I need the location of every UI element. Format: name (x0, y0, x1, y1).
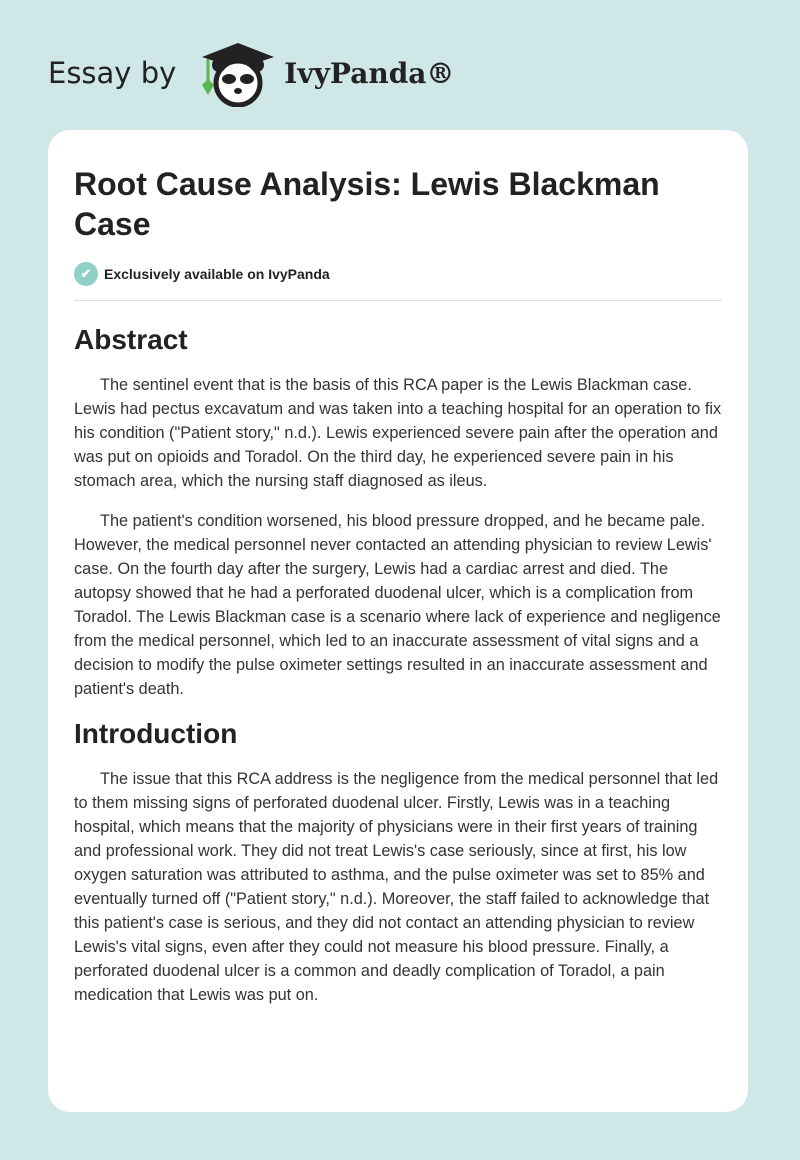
brand-name[interactable]: IvyPanda® (284, 56, 455, 90)
section-heading: Abstract (74, 324, 188, 355)
section-heading: Introduction (74, 718, 238, 749)
check-icon: ✔ (74, 262, 98, 286)
panda-logo-icon[interactable] (194, 39, 274, 107)
essay-by-label: Essay by (48, 56, 177, 90)
essay-card (48, 130, 748, 1112)
page-title: Root Cause Analysis: Lewis Blackman Case (74, 166, 660, 242)
paragraph: The issue that this RCA address is the negligence from the medical personnel that led to them missing signs of perforated duodenal ulcer. Firstly, Lewis was in a teaching hospital, which means that the majority of physicians were in their first years of training and professional work. They did not treat Lewis's case seriously, since at first, his low oxygen saturation was attributed to asthma, and the pulse oximeter was set to 85% and eventually turned off ("Patient story," n.d.). Moreover, the staff failed to acknowledge that this patient's case is serious, and they did not contact an attending physician to review Lewis's vital signs, even after they could not measure his blood pressure. Finally, a perforated duodenal ulcer is a common and deadly complication of Toradol, a pain medication that Lewis was put on. (74, 770, 719, 1004)
exclusive-badge (74, 262, 722, 286)
paragraph: The patient's condition worsened, his blood pressure dropped, and he became pale. However, the medical personnel never contacted an attending physician to review Lewis' case. On the fourth day after the surgery, Lewis had a cardiac arrest and died. The autopsy showed that he had a perforated duodenal ulcer, which is a complication from Toradol. The Lewis Blackman case is a scenario where lack of experience and negligence from the medical personnel, which led to an inaccurate assessment of vital signs and a decision to modify the pulse oximeter settings resulted in an inaccurate assessment and patient's death. (74, 512, 721, 698)
site-header (48, 38, 454, 108)
divider (74, 300, 722, 301)
paragraph: The sentinel event that is the basis of this RCA paper is the Lewis Blackman case. Lewis had pectus excavatum and was taken into a teaching hospital for an operation to fix his condition ("Patient story," n.d.). Lewis experienced severe pain after the operation and was put on opioids and Toradol. On the third day, he experienced severe pain in his stomach area, which the nursing staff diagnosed as ileus. (74, 376, 722, 490)
badge-label: Exclusively available on IvyPanda (104, 266, 330, 282)
